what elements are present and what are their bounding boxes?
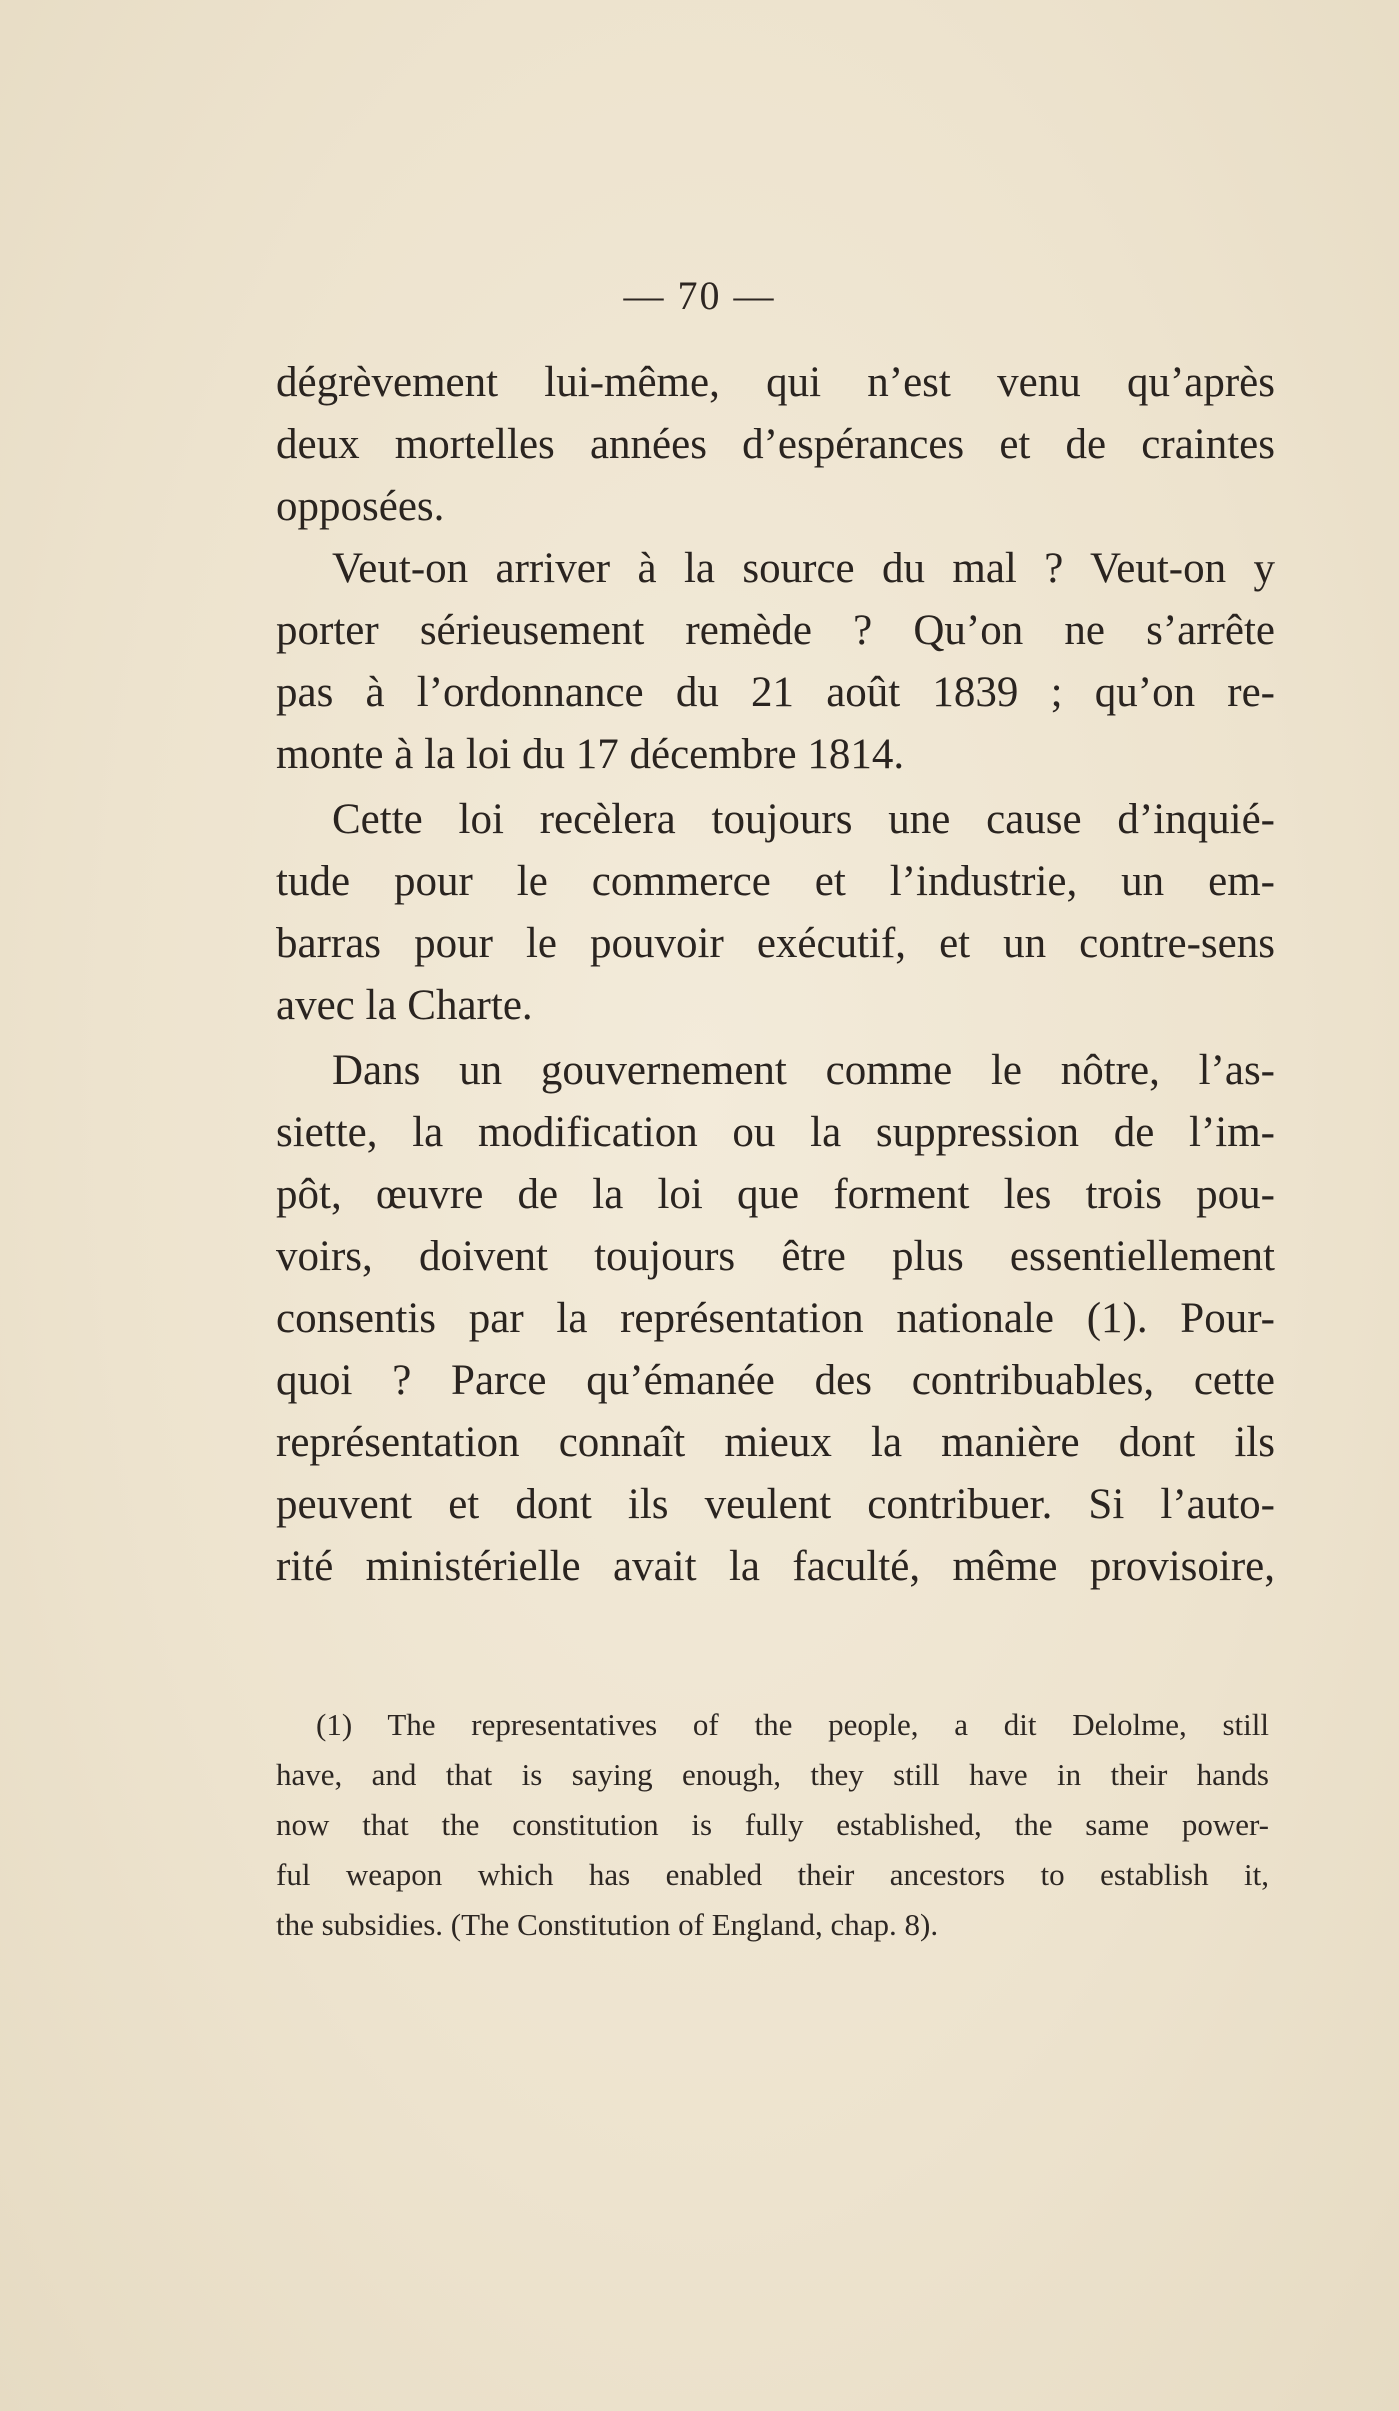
footnote-line: the subsidies. (The Constitution of England, chap. 8). — [276, 1907, 939, 1942]
text-line: rité ministérielle avait la faculté, même provisoire, — [276, 1543, 1275, 1590]
text-line: dégrèvement lui-même, qui n’est venu qu’après — [276, 359, 1275, 406]
text-line: avec la Charte. — [276, 982, 533, 1029]
text-line: porter sérieusement remède ? Qu’on ne s’arrête — [276, 607, 1275, 654]
text-line: barras pour le pouvoir exécutif, et un contre-sens — [276, 920, 1275, 967]
text-line: Veut-on arriver à la source du mal ? Veut-on y — [332, 545, 1275, 592]
text-line: Dans un gouvernement comme le nôtre, l’as- — [332, 1047, 1275, 1094]
text-line: deux mortelles années d’espérances et de craintes — [276, 421, 1275, 468]
footnote-line: have, and that is saying enough, they still have in their hands — [276, 1757, 1269, 1792]
text-line: pôt, œuvre de la loi que forment les trois pou- — [276, 1171, 1275, 1218]
text-line: tude pour le commerce et l’industrie, un em- — [276, 858, 1275, 905]
text-line: siette, la modification ou la suppression de l’im- — [276, 1109, 1275, 1156]
main-text — [276, 352, 1275, 1598]
text-line: monte à la loi du 17 décembre 1814. — [276, 731, 905, 778]
footnote-line: ful weapon which has enabled their ancestors to establish it, — [276, 1857, 1269, 1892]
text-line: quoi ? Parce qu’émanée des contribuables, cette — [276, 1357, 1275, 1404]
text-line: peuvent et dont ils veulent contribuer. Si l’auto- — [276, 1481, 1275, 1528]
text-line: pas à l’ordonnance du 21 août 1839 ; qu’on re- — [276, 669, 1275, 716]
footnote — [276, 1700, 1269, 1950]
text-line: représentation connaît mieux la manière dont ils — [276, 1419, 1275, 1466]
text-line: Cette loi recèlera toujours une cause d’inquié- — [332, 796, 1275, 843]
text-line: opposées. — [276, 483, 445, 530]
page-number: — 70 — — [623, 273, 776, 318]
text-line: voirs, doivent toujours être plus essentiellement — [276, 1233, 1275, 1280]
footnote-line: now that the constitution is fully established, the same power- — [276, 1807, 1269, 1842]
text-line: consentis par la représentation nationale (1). Pour- — [276, 1295, 1275, 1342]
footnote-line: (1) The representatives of the people, a dit Delolme, still — [316, 1707, 1269, 1742]
